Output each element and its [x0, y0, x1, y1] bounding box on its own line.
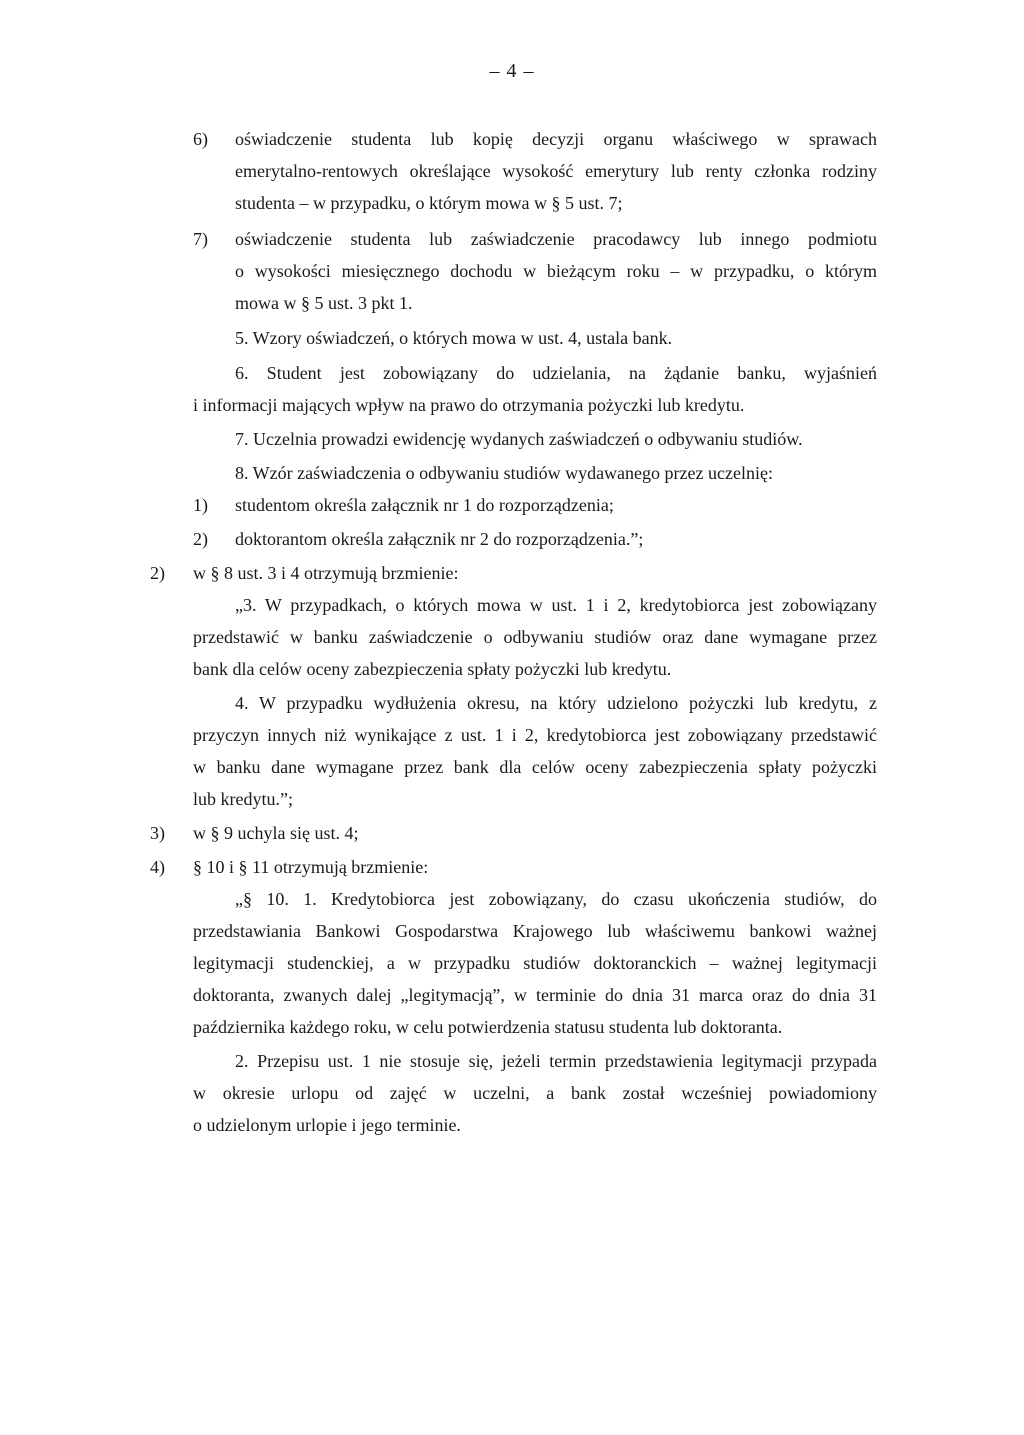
quote-3-line-1: „3. W przypadkach, o których mowa w ust. 1 i 2, kredytobiorca jest zobowiązany [235, 595, 877, 615]
item-7-marker: 7) [193, 229, 208, 249]
paragraph-8-item-1-marker: 1) [193, 495, 208, 515]
point-2-text: w § 8 ust. 3 i 4 otrzymują brzmienie: [193, 563, 459, 583]
paragraph-8-item-2-text: doktorantom określa załącznik nr 2 do rozporządzenia.”; [235, 529, 644, 549]
quote-3-line-2: przedstawić w banku zaświadczenie o odbywaniu studiów oraz dane wymagane przez [193, 627, 877, 647]
quote-10-line-1: „§ 10. 1. Kredytobiorca jest zobowiązany, do czasu ukończenia studiów, do [235, 889, 877, 909]
quote-10-line-3: legitymacji studenckiej, a w przypadku studiów doktoranckich – ważnej legitymacji [193, 953, 877, 973]
paragraph-7: 7. Uczelnia prowadzi ewidencję wydanych zaświadczeń o odbywaniu studiów. [235, 429, 803, 449]
quote-10-line-2: przedstawiania Bankowi Gospodarstwa Krajowego lub właściwemu bankowi ważnej [193, 921, 877, 941]
item-7-line-2: o wysokości miesięcznego dochodu w bieżącym roku – w przypadku, o którym [235, 261, 877, 281]
quote-10-2-line-3: o udzielonym urlopie i jego terminie. [193, 1115, 461, 1135]
point-3-text: w § 9 uchyla się ust. 4; [193, 823, 359, 843]
paragraph-8-item-1-text: studentom określa załącznik nr 1 do rozporządzenia; [235, 495, 614, 515]
paragraph-5: 5. Wzory oświadczeń, o których mowa w ust. 4, ustala bank. [235, 328, 673, 348]
quote-10-2-line-1: 2. Przepisu ust. 1 nie stosuje się, jeżeli termin przedstawienia legitymacji przypada [235, 1051, 877, 1071]
item-6-line-3: studenta – w przypadku, o którym mowa w § 5 ust. 7; [235, 193, 623, 213]
point-3-marker: 3) [150, 823, 165, 843]
item-7-line-1: oświadczenie studenta lub zaświadczenie pracodawcy lub innego podmiotu [235, 229, 877, 249]
item-6-line-1: oświadczenie studenta lub kopię decyzji organu właściwego w sprawach [235, 129, 877, 149]
item-6-marker: 6) [193, 129, 208, 149]
quote-4-line-1: 4. W przypadku wydłużenia okresu, na który udzielono pożyczki lub kredytu, z [235, 693, 877, 713]
paragraph-8-item-2-marker: 2) [193, 529, 208, 549]
item-6-line-2: emerytalno-rentowych określające wysokość emerytury lub renty członka rodziny [235, 161, 877, 181]
quote-10-line-4: doktoranta, zwanych dalej „legitymacją”, w terminie do dnia 31 marca oraz do dnia 31 [193, 985, 877, 1005]
quote-4-line-2: przyczyn innych niż wynikające z ust. 1 i 2, kredytobiorca jest zobowiązany przedstawić [193, 725, 877, 745]
quote-4-line-4: lub kredytu.”; [193, 789, 293, 809]
quote-10-line-5: października każdego roku, w celu potwierdzenia statusu studenta lub doktoranta. [193, 1017, 783, 1037]
page-number: – 4 – [489, 60, 535, 82]
item-7-line-3: mowa w § 5 ust. 3 pkt 1. [235, 293, 413, 313]
quote-3-line-3: bank dla celów oceny zabezpieczenia spłaty pożyczki lub kredytu. [193, 659, 672, 679]
point-2-marker: 2) [150, 563, 165, 583]
point-4-marker: 4) [150, 857, 165, 877]
point-4-text: § 10 i § 11 otrzymują brzmienie: [193, 857, 429, 877]
quote-4-line-3: w banku dane wymagane przez bank dla celów oceny zabezpieczenia spłaty pożyczki [193, 757, 877, 777]
paragraph-8: 8. Wzór zaświadczenia o odbywaniu studiów wydawanego przez uczelnię: [235, 463, 773, 483]
paragraph-6-line-2: i informacji mających wpływ na prawo do otrzymania pożyczki lub kredytu. [193, 395, 745, 415]
quote-10-2-line-2: w okresie urlopu od zajęć w uczelni, a bank został wcześniej powiadomiony [193, 1083, 877, 1103]
paragraph-6-line-1: 6. Student jest zobowiązany do udzielania, na żądanie banku, wyjaśnień [235, 363, 877, 383]
